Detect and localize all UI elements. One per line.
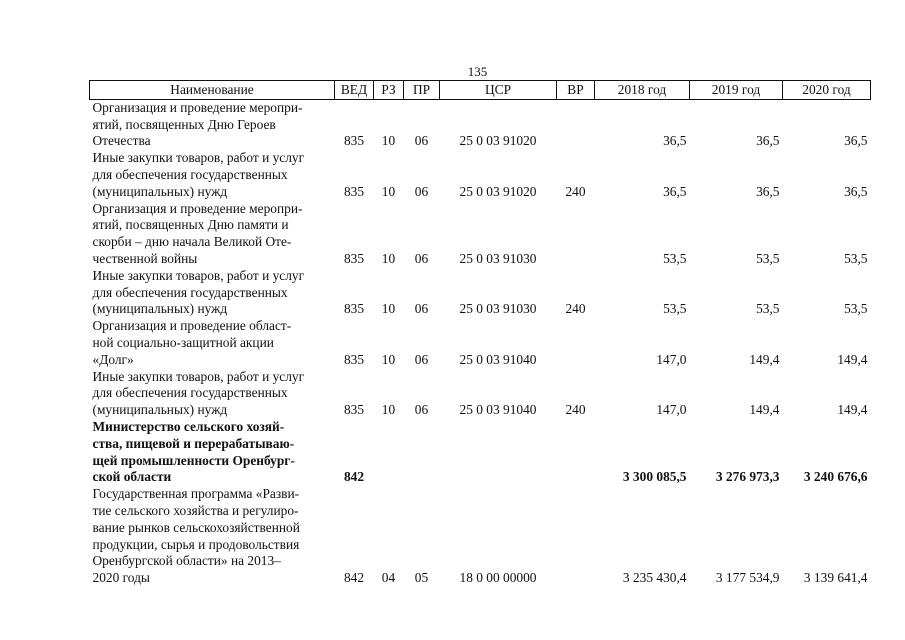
cell-rz: 10 <box>381 301 396 317</box>
cell-pr: 06 <box>414 133 429 149</box>
cell-rz: 10 <box>381 402 396 418</box>
cell-csr: 25 0 03 91030 <box>459 250 537 266</box>
cell-name-line: чественной войны <box>92 250 198 266</box>
cell-name <box>90 318 335 368</box>
cell-rz: 10 <box>381 133 396 149</box>
cell-2020: 3 240 676,6 <box>803 469 868 485</box>
cell-ved: 835 <box>343 183 365 199</box>
cell-name <box>90 150 335 200</box>
cell-2018: 3 300 085,5 <box>622 469 687 485</box>
table-row <box>90 486 871 587</box>
cell-name-line: Организация и проведение област- <box>92 318 292 334</box>
cell-csr: 25 0 03 91030 <box>459 301 537 317</box>
cell-2020: 149,4 <box>837 351 868 367</box>
cell-name-line: Отечества <box>92 133 151 149</box>
cell-pr: 06 <box>414 351 429 367</box>
cell-name <box>90 99 335 150</box>
cell-vr <box>557 99 595 150</box>
header-vr: ВР <box>557 81 595 100</box>
cell-ved: 835 <box>343 301 365 317</box>
cell-name-line: скорби – дню начала Великой Оте- <box>92 234 292 250</box>
cell-name-line: щей промышленности Оренбург- <box>92 452 295 468</box>
cell-name-line: Государственная программа «Разви- <box>92 486 300 502</box>
cell-2020: 36,5 <box>844 183 868 199</box>
cell-name-line: Организация и проведение меропри- <box>92 200 303 216</box>
cell-name-line: ятий, посвященных Дню Героев <box>92 116 276 132</box>
cell-pr: 06 <box>414 183 429 199</box>
cell-2020: 36,5 <box>844 133 868 149</box>
cell-2019: 53,5 <box>756 301 780 317</box>
cell-pr <box>404 419 440 486</box>
cell-rz: 10 <box>381 183 396 199</box>
cell-2019: 149,4 <box>749 402 780 418</box>
header-rz: РЗ <box>374 81 404 100</box>
cell-pr: 05 <box>414 570 429 586</box>
budget-table <box>89 80 871 587</box>
header-2019: 2019 год <box>690 81 783 100</box>
cell-name-line: для обеспечения государственных <box>92 385 288 401</box>
cell-name-line: ской области <box>92 469 172 485</box>
cell-2020: 53,5 <box>844 250 868 266</box>
cell-name <box>90 369 335 419</box>
cell-2018: 147,0 <box>656 402 687 418</box>
cell-2018: 53,5 <box>663 250 687 266</box>
cell-name <box>90 419 335 486</box>
cell-2018: 36,5 <box>663 133 687 149</box>
header-name: Наименование <box>90 81 335 100</box>
cell-name-line: ной социально-защитной акции <box>92 334 274 350</box>
cell-name-line: ства, пищевой и перерабатываю- <box>92 435 295 451</box>
cell-rz: 10 <box>381 351 396 367</box>
cell-pr: 06 <box>414 402 429 418</box>
cell-rz: 10 <box>381 250 396 266</box>
cell-2018: 36,5 <box>663 183 687 199</box>
header-2020: 2020 год <box>783 81 871 100</box>
cell-name-line: Министерство сельского хозяй- <box>92 418 285 434</box>
cell-csr: 25 0 03 91020 <box>459 133 537 149</box>
cell-csr <box>440 419 557 486</box>
cell-ved: 835 <box>343 402 365 418</box>
table-header-row <box>90 81 871 100</box>
table-row <box>90 419 871 486</box>
cell-csr: 25 0 03 91040 <box>459 402 537 418</box>
cell-vr <box>557 486 595 587</box>
cell-name-line: тие сельского хозяйства и регулиро- <box>92 502 299 518</box>
cell-2019: 36,5 <box>756 133 780 149</box>
cell-rz <box>374 419 404 486</box>
header-pr: ПР <box>404 81 440 100</box>
cell-ved: 842 <box>343 570 365 586</box>
cell-vr <box>557 201 595 268</box>
page-number: 135 <box>467 64 488 79</box>
header-csr: ЦСР <box>440 81 557 100</box>
cell-2020: 53,5 <box>844 301 868 317</box>
cell-vr <box>557 419 595 486</box>
cell-2020: 3 139 641,4 <box>803 570 868 586</box>
cell-name-line: (муниципальных) нужд <box>92 402 228 418</box>
cell-name-line: (муниципальных) нужд <box>92 301 228 317</box>
table-row <box>90 150 871 200</box>
cell-ved: 835 <box>343 351 365 367</box>
cell-2019: 149,4 <box>749 351 780 367</box>
cell-2019: 3 177 534,9 <box>715 570 780 586</box>
cell-name-line: Иные закупки товаров, работ и услуг <box>92 267 305 283</box>
cell-ved: 835 <box>343 250 365 266</box>
cell-name-line: Оренбургской области» на 2013– <box>92 553 281 569</box>
cell-name-line: Иные закупки товаров, работ и услуг <box>92 150 305 166</box>
cell-name-line: ятий, посвященных Дню памяти и <box>92 217 289 233</box>
cell-name-line: продукции, сырья и продовольствия <box>92 536 300 552</box>
table-row <box>90 369 871 419</box>
cell-name-line: Организация и проведение меропри- <box>92 99 303 115</box>
cell-csr: 25 0 03 91040 <box>459 351 537 367</box>
cell-ved: 842 <box>343 469 365 485</box>
cell-vr: 240 <box>565 183 586 199</box>
cell-pr: 06 <box>414 250 429 266</box>
cell-csr: 25 0 03 91020 <box>459 183 537 199</box>
cell-vr: 240 <box>565 301 586 317</box>
cell-name-line: (муниципальных) нужд <box>92 183 228 199</box>
cell-ved: 835 <box>343 133 365 149</box>
table-row <box>90 268 871 318</box>
cell-name-line: для обеспечения государственных <box>92 166 288 182</box>
cell-name <box>90 201 335 268</box>
cell-vr <box>557 318 595 368</box>
cell-vr: 240 <box>565 402 586 418</box>
cell-name <box>90 486 335 587</box>
cell-2018: 53,5 <box>663 301 687 317</box>
table-row <box>90 318 871 368</box>
cell-2019: 3 276 973,3 <box>715 469 780 485</box>
cell-2019: 36,5 <box>756 183 780 199</box>
table-body <box>90 99 871 587</box>
cell-name-line: 2020 годы <box>92 570 150 586</box>
cell-2019: 53,5 <box>756 250 780 266</box>
cell-2018: 147,0 <box>656 351 687 367</box>
cell-2018: 3 235 430,4 <box>622 570 687 586</box>
cell-name <box>90 268 335 318</box>
table-row <box>90 99 871 150</box>
cell-name-line: Иные закупки товаров, работ и услуг <box>92 368 305 384</box>
cell-name-line: вание рынков сельскохозяйственной <box>92 519 300 535</box>
header-ved: ВЕД <box>335 81 374 100</box>
cell-csr: 18 0 00 00000 <box>459 570 537 586</box>
cell-name-line: «Долг» <box>92 351 134 367</box>
cell-pr: 06 <box>414 301 429 317</box>
cell-rz: 04 <box>381 570 396 586</box>
cell-name-line: для обеспечения государственных <box>92 284 288 300</box>
header-2018: 2018 год <box>595 81 690 100</box>
table-row <box>90 201 871 268</box>
cell-2020: 149,4 <box>837 402 868 418</box>
